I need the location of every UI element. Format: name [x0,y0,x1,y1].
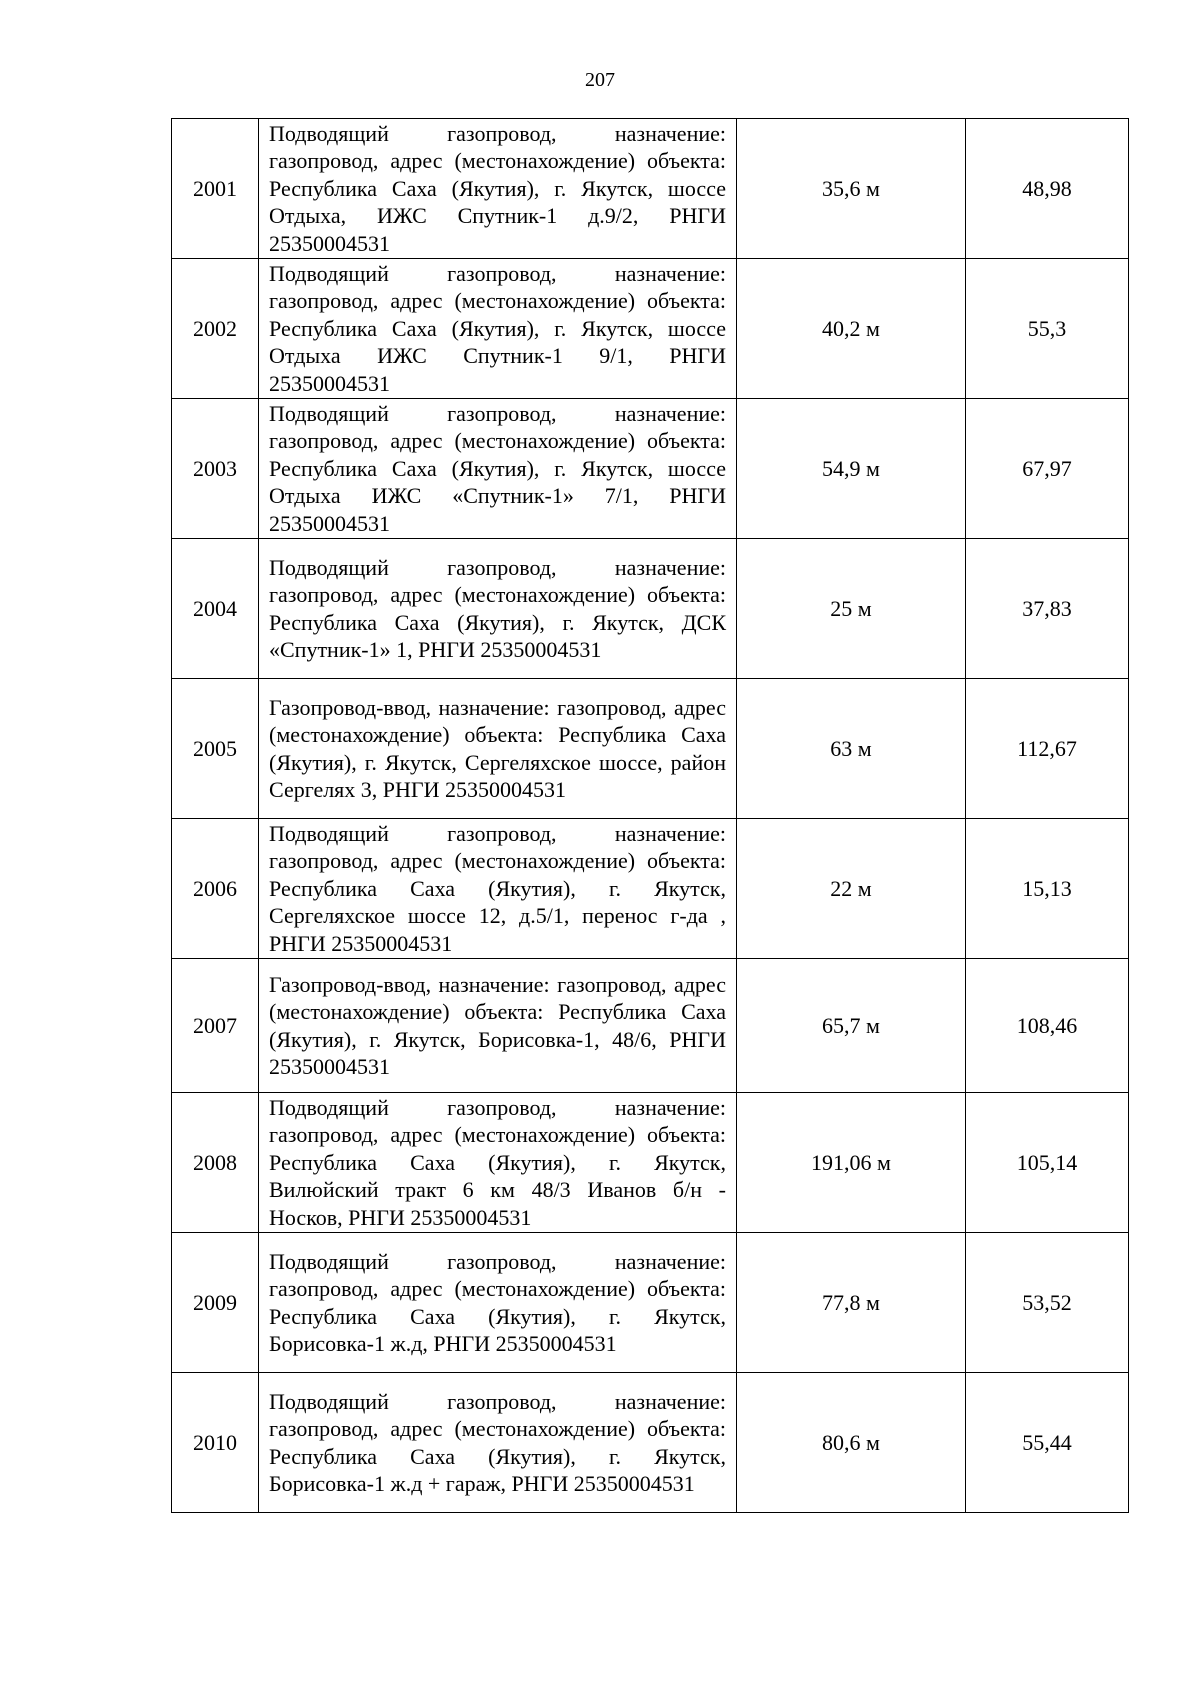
object-length: 54,9 м [737,399,966,539]
table-row [172,1233,1129,1373]
object-length: 65,7 м [737,959,966,1093]
row-number: 2003 [172,399,259,539]
object-length: 22 м [737,819,966,959]
row-number: 2006 [172,819,259,959]
object-length: 25 м [737,539,966,679]
object-value: 37,83 [966,539,1129,679]
object-description: Подводящий газопровод, назначение: газопровод, адрес (местонахождение) объекта: Республика Саха (Якутия), г. Якутск, шоссе Отдыха ИЖС Спутник-1 9/1, РНГИ 25350004531 [259,259,737,399]
object-value: 112,67 [966,679,1129,819]
row-number: 2005 [172,679,259,819]
table-row [172,959,1129,1093]
table-row [172,1373,1129,1513]
object-length: 80,6 м [737,1373,966,1513]
object-description: Подводящий газопровод, назначение: газопровод, адрес (местонахождение) объекта: Республика Саха (Якутия), г. Якутск, ДСК «Спутник-1» 1, РНГИ 25350004531 [259,539,737,679]
object-description: Газопровод-ввод, назначение: газопровод, адрес (местонахождение) объекта: Республика Саха (Якутия), г. Якутск, Сергеляхское шоссе, район Сергелях 3, РНГИ 25350004531 [259,679,737,819]
object-length: 35,6 м [737,119,966,259]
object-description: Газопровод-ввод, назначение: газопровод, адрес (местонахождение) объекта: Республика Саха (Якутия), г. Якутск, Борисовка-1, 48/6, РНГИ 25350004531 [259,959,737,1093]
object-value: 15,13 [966,819,1129,959]
object-value: 53,52 [966,1233,1129,1373]
table-row [172,259,1129,399]
object-value: 55,44 [966,1373,1129,1513]
object-length: 77,8 м [737,1233,966,1373]
row-number: 2004 [172,539,259,679]
row-number: 2007 [172,959,259,1093]
object-description: Подводящий газопровод, назначение: газопровод, адрес (местонахождение) объекта: Республика Саха (Якутия), г. Якутск, Сергеляхское шоссе 12, д.5/1, перенос г-да , РНГИ 25350004531 [259,819,737,959]
object-value: 48,98 [966,119,1129,259]
object-description: Подводящий газопровод, назначение: газопровод, адрес (местонахождение) объекта: Республика Саха (Якутия), г. Якутск, шоссе Отдыха ИЖС «Спутник-1» 7/1, РНГИ 25350004531 [259,399,737,539]
object-value: 105,14 [966,1093,1129,1233]
row-number: 2002 [172,259,259,399]
object-value: 55,3 [966,259,1129,399]
row-number: 2008 [172,1093,259,1233]
object-description: Подводящий газопровод, назначение: газопровод, адрес (местонахождение) объекта: Республика Саха (Якутия), г. Якутск, Борисовка-1 ж.д + гараж, РНГИ 25350004531 [259,1373,737,1513]
row-number: 2010 [172,1373,259,1513]
object-description: Подводящий газопровод, назначение: газопровод, адрес (местонахождение) объекта: Республика Саха (Якутия), г. Якутск, Вилюйский тракт 6 км 48/3 Иванов б/н - Носков, РНГИ 25350004531 [259,1093,737,1233]
table-row [172,1093,1129,1233]
row-number: 2001 [172,119,259,259]
object-length: 40,2 м [737,259,966,399]
object-value: 67,97 [966,399,1129,539]
object-description: Подводящий газопровод, назначение: газопровод, адрес (местонахождение) объекта: Республика Саха (Якутия), г. Якутск, шоссе Отдыха, ИЖС Спутник-1 д.9/2, РНГИ 25350004531 [259,119,737,259]
table-row [172,119,1129,259]
table-row [172,539,1129,679]
object-description: Подводящий газопровод, назначение: газопровод, адрес (местонахождение) объекта: Республика Саха (Якутия), г. Якутск, Борисовка-1 ж.д, РНГИ 25350004531 [259,1233,737,1373]
object-length: 191,06 м [737,1093,966,1233]
object-length: 63 м [737,679,966,819]
row-number: 2009 [172,1233,259,1373]
registry-table [171,118,1129,1513]
table-row [172,819,1129,959]
object-value: 108,46 [966,959,1129,1093]
table-row [172,679,1129,819]
page-number: 207 [585,69,615,91]
table-row [172,399,1129,539]
